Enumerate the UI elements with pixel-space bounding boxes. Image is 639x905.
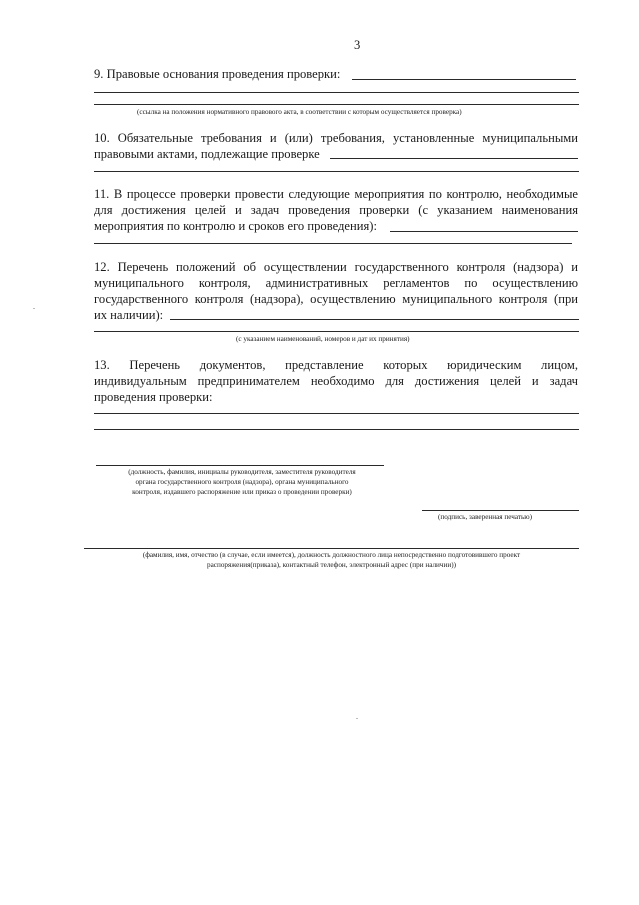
preparer-caption-1: (фамилия, имя, отчество (в случае, если имеется), должность должностного лица непосредственно подготовившего проект <box>142 551 521 559</box>
section-12-line-2: муниципального контроля, административных регламентов по осуществлению <box>94 276 578 290</box>
section-9-fill-line-2[interactable] <box>94 92 579 93</box>
section-9-text: 9. Правовые основания проведения проверки: <box>94 67 341 81</box>
section-13-line-2: индивидуальным предпринимателем необходимо для достижения целей и задач <box>94 374 578 388</box>
section-12-fill-line[interactable] <box>170 319 579 320</box>
scan-speck <box>33 308 35 309</box>
section-12-line-1: 12. Перечень положений об осуществлении государственного контроля (надзора) и <box>94 260 578 274</box>
position-caption-1: (должность, фамилия, инициалы руководителя, заместителя руководителя <box>128 468 356 476</box>
section-13-fill-line[interactable] <box>94 413 579 414</box>
section-10-fill-line-2[interactable] <box>94 171 579 172</box>
section-11-line-1: 11. В процессе проверки провести следующие мероприятия по контролю, необходимые <box>94 187 578 201</box>
position-caption-3: контроля, издавшего распоряжение или приказ о проведении проверки) <box>132 488 352 496</box>
preparer-caption-2: распоряжения(приказа), контактный телефон, электронный адрес (при наличии)) <box>207 561 456 569</box>
signature-caption: (подпись, заверенная печатью) <box>438 513 533 521</box>
section-9-fill-line-3[interactable] <box>94 104 579 105</box>
signature-fill-line[interactable] <box>422 510 579 511</box>
preparer-fill-line[interactable] <box>84 548 579 549</box>
section-10-fill-line[interactable] <box>330 158 578 159</box>
position-caption-2: органа государственного контроля (надзора), органа муниципального <box>135 478 349 486</box>
section-10-line-1: 10. Обязательные требования и (или) требования, установленные муниципальными <box>94 131 578 145</box>
section-12-line-4: их наличии): <box>94 308 164 322</box>
section-10-line-2: правовыми актами, подлежащие проверке <box>94 147 320 161</box>
section-12-caption: (с указанием наименований, номеров и дат их принятия) <box>236 335 410 343</box>
section-11-line-3: мероприятия по контролю и сроков его проведения): <box>94 219 377 233</box>
section-11-fill-line[interactable] <box>390 231 578 232</box>
section-9-fill-line[interactable] <box>352 79 576 80</box>
section-13-line-1: 13. Перечень документов, представление которых юридическим лицом, <box>94 358 578 372</box>
section-12-line-3: государственного контроля (надзора), осуществлению муниципального контроля (при <box>94 292 578 306</box>
section-9-caption: (ссылка на положения нормативного правового акта, в соответствии с которым осуществляется проверка) <box>137 108 462 116</box>
scan-speck <box>356 718 358 719</box>
section-11-line-2: для достижения целей и задач проведения проверки (с указанием наименования <box>94 203 578 217</box>
page-number: 3 <box>354 38 361 52</box>
section-13-fill-line-2[interactable] <box>94 429 579 430</box>
section-11-fill-line-2[interactable] <box>94 243 572 244</box>
section-12-fill-line-2[interactable] <box>94 331 579 332</box>
section-13-line-3: проведения проверки: <box>94 390 213 404</box>
position-fill-line[interactable] <box>96 465 384 466</box>
